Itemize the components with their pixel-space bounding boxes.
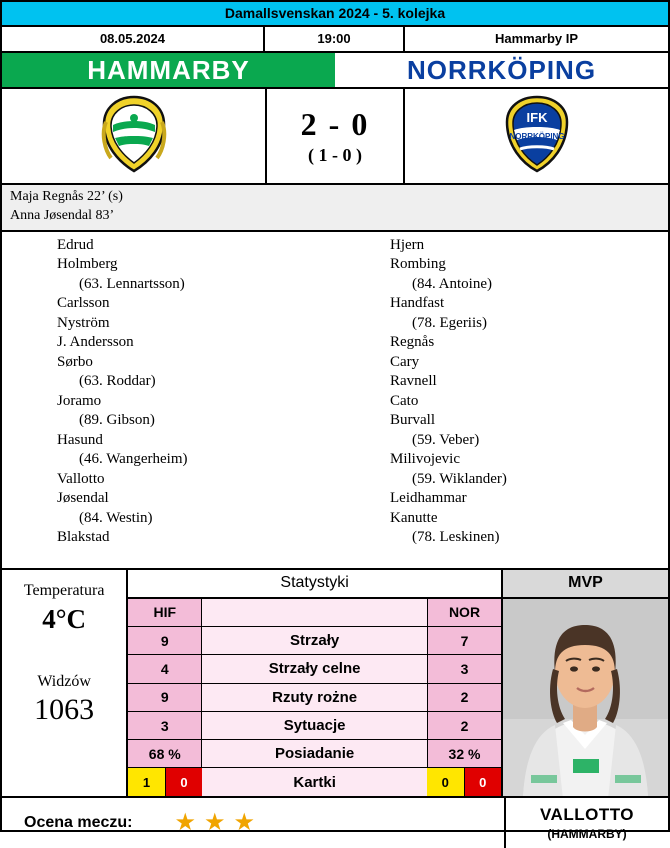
list-item: Carlsson (57, 295, 110, 312)
list-item: Holmberg (57, 256, 118, 273)
star-icon: ★ (204, 809, 226, 836)
statistics-title: Statystyki (128, 570, 501, 599)
home-yellow-card-count: 1 (128, 768, 166, 795)
table-row (128, 684, 501, 712)
list-item: Sørbo (57, 353, 93, 370)
list-item: (63. Lennartsson) (79, 275, 185, 292)
home-cards (128, 768, 202, 795)
rating-label: Ocena meczu: (24, 813, 133, 831)
stats-header-home: HIF (128, 599, 202, 626)
away-crest-cell (405, 89, 668, 183)
stat-home-value: 4 (128, 655, 202, 682)
scorer-line: Anna Jøsendal 83’ (10, 207, 115, 223)
list-item: Rombing (390, 256, 446, 273)
list-item: Kanutte (390, 509, 438, 526)
stat-home-value: 3 (128, 712, 202, 739)
stat-label: Rzuty rożne (202, 684, 427, 711)
list-item: Hasund (57, 431, 103, 448)
stat-label: Sytuacje (202, 712, 427, 739)
list-item: Cary (390, 353, 420, 370)
stat-label: Kartki (202, 768, 427, 795)
list-item: (78. Egeriis) (412, 314, 487, 331)
match-venue: Hammarby IP (494, 31, 579, 46)
stat-away-value: 32 % (427, 740, 501, 767)
conditions-column (2, 570, 128, 796)
stats-section (2, 570, 668, 798)
mvp-title: MVP (503, 570, 668, 599)
list-item: (84. Antoine) (412, 275, 492, 292)
match-rating (2, 798, 506, 848)
table-row (128, 627, 501, 655)
stat-home-value: 68 % (128, 740, 202, 767)
match-time: 19:00 (265, 27, 405, 51)
table-row (128, 712, 501, 740)
rating-stars (174, 811, 255, 835)
mvp-team: (HAMMARBY) (547, 826, 627, 841)
list-item: Burvall (390, 412, 435, 429)
match-date: 08.05.2024 (2, 27, 265, 51)
table-row-cards (128, 768, 501, 795)
list-item: Handfast (390, 295, 445, 312)
list-item: (78. Leskinen) (412, 529, 500, 546)
mvp-name: VALLOTTO (539, 804, 635, 824)
home-team-name: HAMMARBY (2, 53, 335, 87)
score-cell (265, 89, 405, 183)
lineups-section (2, 232, 668, 570)
match-info-bar (2, 27, 668, 53)
team-name-bar (2, 53, 668, 89)
list-item: Milivojevic (390, 451, 460, 468)
svg-text:IFK: IFK (526, 109, 547, 125)
stat-label: Strzały celne (202, 655, 427, 682)
temperature-value: 4°C (42, 603, 87, 634)
list-item: (63. Roddar) (79, 373, 156, 390)
mvp-footer (506, 798, 668, 848)
list-item: Vallotto (57, 470, 105, 487)
hammarby-crest-icon (97, 94, 171, 179)
list-item: Leidhammar (390, 490, 467, 507)
footer (2, 798, 668, 848)
away-red-card-count: 0 (465, 768, 502, 795)
stats-header-away: NOR (427, 599, 501, 626)
list-item: Nyström (57, 314, 110, 331)
list-item: J. Andersson (57, 334, 134, 351)
list-item: Cato (390, 392, 419, 409)
mvp-photo (503, 599, 668, 796)
final-score: 2 - 0 (300, 106, 370, 142)
scorers-list (2, 185, 668, 232)
temperature-label: Temperatura (23, 581, 105, 599)
home-crest-cell (2, 89, 265, 183)
table-row (128, 740, 501, 768)
attendance-value: 1063 (34, 692, 95, 726)
list-item: Blakstad (57, 529, 110, 546)
halftime-score: ( 1 - 0 ) (308, 145, 362, 165)
stat-home-value: 9 (128, 684, 202, 711)
home-red-card-count: 0 (166, 768, 203, 795)
list-item: Hjern (390, 236, 425, 253)
list-item: (84. Westin) (79, 509, 153, 526)
table-row (128, 599, 501, 627)
stat-label: Posiadanie (202, 740, 427, 767)
list-item: (46. Wangerheim) (79, 451, 188, 468)
mvp-column (503, 570, 668, 796)
score-row (2, 89, 668, 185)
list-item: Edrud (57, 236, 94, 253)
attendance-label: Widzów (37, 672, 91, 690)
away-cards (427, 768, 501, 795)
svg-text:NORRKÖPING: NORRKÖPING (508, 131, 565, 141)
stat-away-value: 3 (427, 655, 501, 682)
star-icon: ★ (174, 809, 196, 836)
list-item: Jøsendal (57, 490, 109, 507)
stats-header-label (202, 599, 427, 626)
stat-away-value: 7 (427, 627, 501, 654)
list-item: Ravnell (390, 373, 437, 390)
star-icon: ★ (233, 809, 256, 836)
stat-home-value: 9 (128, 627, 202, 654)
table-row (128, 655, 501, 683)
stat-away-value: 2 (427, 684, 501, 711)
away-team-name: NORRKÖPING (335, 53, 668, 87)
scorer-line: Maja Regnås 22’ (s) (10, 189, 123, 204)
list-item: (89. Gibson) (79, 412, 155, 429)
list-item: (59. Veber) (412, 431, 480, 448)
stat-away-value: 2 (427, 712, 501, 739)
list-item: Regnås (390, 334, 435, 351)
list-item: Joramo (57, 392, 102, 409)
away-yellow-card-count: 0 (427, 768, 465, 795)
statistics-table (128, 570, 503, 796)
norrkoping-crest-icon (500, 94, 574, 179)
stat-label: Strzały (202, 627, 427, 654)
list-item: (59. Wiklander) (412, 470, 507, 487)
league-title: Damallsvenskan 2024 - 5. kolejka (2, 2, 668, 27)
away-lineup (60, 232, 668, 568)
